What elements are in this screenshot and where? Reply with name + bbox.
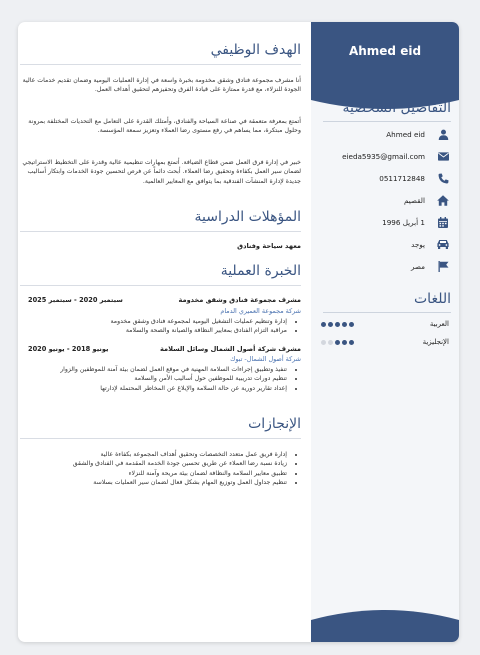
experience-title: الخبرة العملية (220, 263, 301, 279)
education-entry: معهد سياحة وفنادق (237, 242, 301, 250)
detail-row (329, 149, 449, 163)
language-row (321, 318, 449, 330)
job-company: شركة مجموعة العميري الدمام (220, 307, 301, 315)
education-title: المؤهلات الدراسية (194, 209, 301, 225)
language-level-dots (321, 340, 354, 345)
level-dot (328, 322, 333, 327)
detail-value: القصيم (403, 195, 425, 205)
sidebar-footer-shape (311, 606, 459, 642)
calendar-icon (437, 216, 449, 228)
sidebar-header-shape (311, 22, 459, 112)
job-bullets (22, 317, 297, 336)
detail-value: 0511712848 (379, 173, 425, 183)
job-bullets (22, 365, 297, 393)
detail-row (329, 171, 449, 185)
job-header (28, 295, 301, 305)
level-dot (335, 322, 340, 327)
level-dot (342, 340, 347, 345)
level-dot (321, 322, 326, 327)
job-dates: سبتمبر 2020 - سبتمبر 2025 (28, 296, 123, 304)
objective-paragraph-2: أتمتع بمعرفة متعمقة في صناعة السياحة والفنادق، وأمتلك القدرة على التعامل مع التحديات المختلفة بمرونة وحلول مبتكرة، مما يساهم في رفع مستوى رضا العملاء وتعزيز سمعة المؤسسة. (28, 118, 301, 135)
level-dot (335, 340, 340, 345)
person-icon (437, 128, 449, 140)
list-item: • إعداد تقارير دورية عن حالة السلامة والإبلاغ عن المخاطر المحتملة لإدارتها (22, 384, 287, 393)
job-dates: يونيو 2018 - يونيو 2020 (28, 345, 109, 353)
resume-page (18, 22, 459, 642)
objective-paragraph-3: خبير في إدارة فرق العمل ضمن قطاع الضيافة. أتمتع بمهارات تنظيمية عالية وقدرة على التخطيط الاستراتيجي لضمان سير العمل بكفاءة وتحقيق رضا العملاء. أبحث دائماً عن فرص لتحسين جودة الخدمات وابتكار أساليب جديدة لإدارة المنشآت الفندقية بما يتوافق مع المعايير العالمية. (22, 159, 301, 185)
list-item: • مراقبة التزام الفنادق بمعايير النظافة والصيانة والصحة والسلامة (22, 326, 287, 335)
car-icon (437, 238, 449, 250)
language-name: العربية (429, 320, 449, 328)
achievement-bullets (22, 450, 297, 487)
detail-row (329, 259, 449, 273)
section-divider (20, 438, 301, 439)
language-name: الإنجليزية (422, 338, 449, 346)
list-item: • تنفيذ وتطبيق إجراءات السلامة المهنية في موقع العمل لضمان بيئة آمنة للموظفين والزوار (22, 365, 287, 374)
languages-title: اللغات (414, 291, 451, 307)
list-item: • تنظيم جداول العمل وتوزيع المهام بشكل فعال لضمان سير العمليات بسلاسة (22, 478, 287, 487)
detail-value: يوجد (411, 239, 425, 249)
list-item: • إدارة فريق عمل متعدد التخصصات وتحقيق أهداف المجموعة بكفاءة عالية (22, 450, 287, 459)
detail-row (329, 193, 449, 207)
level-dot (328, 340, 333, 345)
job-title: مشرف مجموعة فنادق وشقق مخدومة (178, 296, 301, 304)
level-dot (349, 322, 354, 327)
phone-icon (437, 172, 449, 184)
level-dot (321, 340, 326, 345)
main-column (18, 22, 311, 642)
language-level-dots (321, 322, 354, 327)
job-header (28, 344, 301, 354)
list-item: • تطبيق معايير السلامة والنظافة لضمان بيئة مريحة وآمنة للنزلاء (22, 469, 287, 478)
objective-paragraph-1: أنا مشرف مجموعة فنادق وشقق مخدومة بخبرة واسعة في إدارة العمليات اليومية وضمان تقديم خدمات عالية الجودة للنزلاء، مع قدرة ممتازة على قيادة الفرق وتحفيزهم لتحقيق أهداف العمل. (22, 77, 301, 94)
home-icon (437, 194, 449, 206)
details-title: التفاصيل الشخصية (342, 100, 451, 116)
achievements-title: الإنجازات (248, 416, 301, 432)
section-divider (20, 64, 301, 65)
job-company: شركة أصول الشمال- تبوك (230, 355, 301, 363)
level-dot (342, 322, 347, 327)
section-divider (20, 285, 301, 286)
section-divider (20, 231, 301, 232)
objective-title: الهدف الوظيفي (210, 42, 301, 58)
list-item: • زيادة نسبة رضا العملاء عن طريق تحسين جودة الخدمة المقدمة في الفنادق والشقق (22, 459, 287, 468)
list-item: • إدارة وتنظيم عمليات التشغيل اليومية لمجموعة فنادق وشقق مخدومة (22, 317, 287, 326)
job-title: مشرف شركة أصول الشمال وسائل السلامة (160, 345, 301, 353)
section-divider (323, 121, 451, 122)
list-item: • تنظيم دورات تدريبية للموظفين حول أساليب الأمن والسلامة (22, 374, 287, 383)
detail-value: مصر (410, 261, 425, 271)
detail-value: 1 أبريل 1996 (382, 217, 425, 227)
detail-value: eieda5935@gmail.com (342, 151, 425, 161)
detail-row (329, 215, 449, 229)
profile-name: Ahmed eid (348, 44, 422, 58)
language-row (321, 336, 449, 348)
detail-value: Ahmed eid (386, 129, 425, 139)
detail-row (329, 127, 449, 141)
detail-row (329, 237, 449, 251)
flag-icon (437, 260, 449, 272)
level-dot (349, 340, 354, 345)
envelope-icon (437, 150, 449, 162)
section-divider (323, 312, 451, 313)
sidebar (311, 22, 459, 642)
